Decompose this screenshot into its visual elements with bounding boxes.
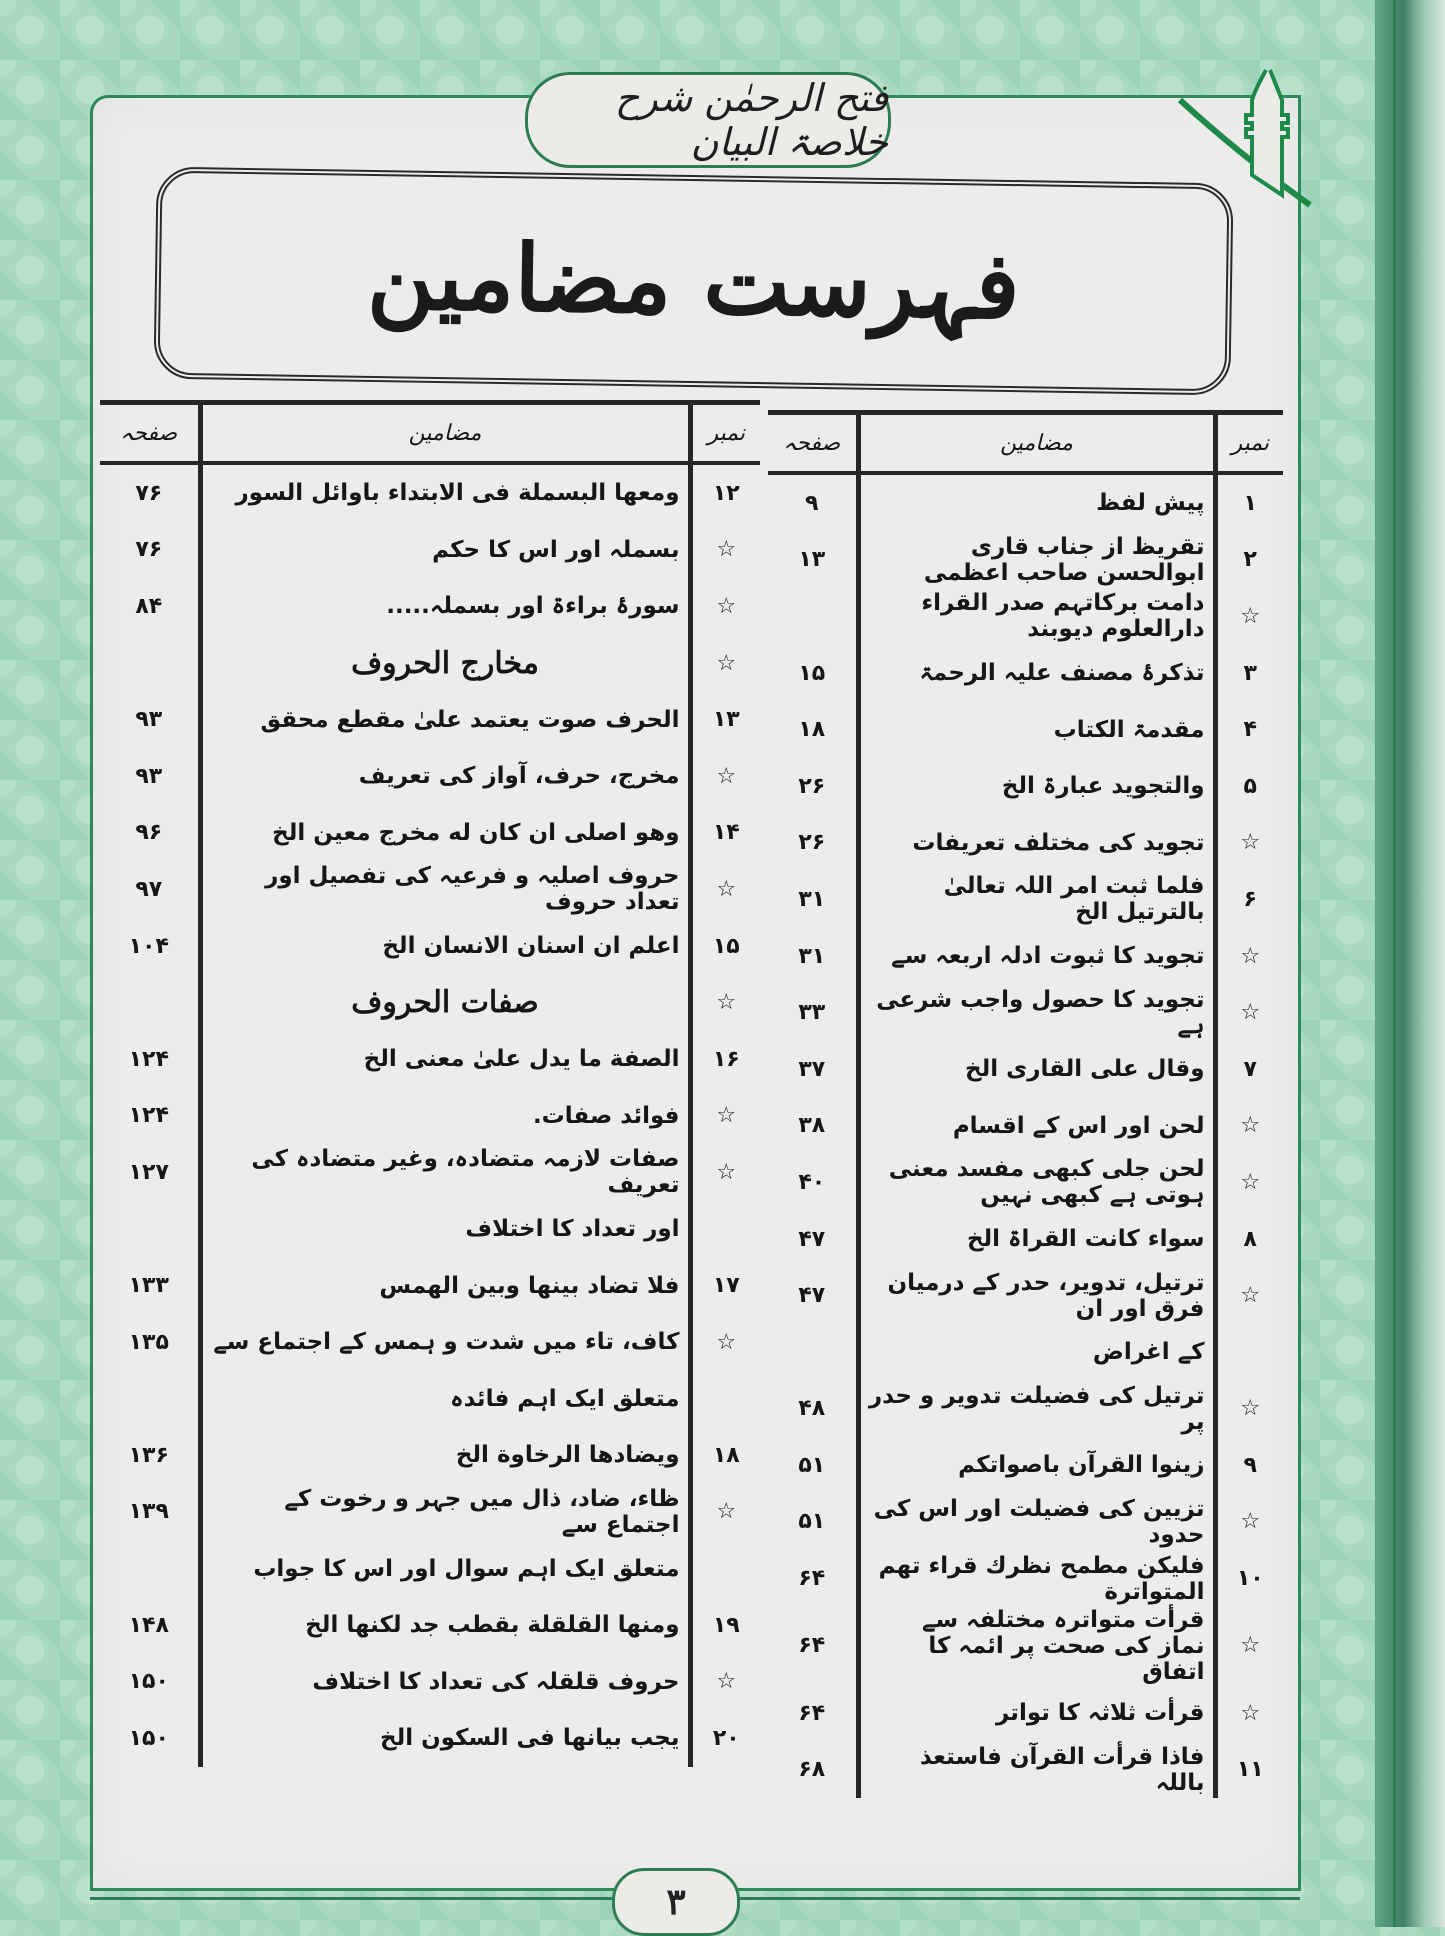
table-header-row	[768, 413, 1283, 474]
table-row	[100, 1653, 760, 1710]
table-row	[768, 984, 1283, 1041]
star-icon: ☆	[1215, 588, 1283, 645]
table-row	[768, 701, 1283, 758]
row-page: ۱۳۶	[128, 1442, 169, 1468]
row-topic: تجوید کا حصول واجب شرعی ہے	[858, 984, 1215, 1041]
row-topic: ویضادها الرخاوة الخ	[200, 1427, 690, 1484]
table-row	[100, 1427, 760, 1484]
table-row	[768, 1041, 1283, 1098]
row-topic: فاذا قرأت القرآن فاستعذ باللہ	[858, 1741, 1215, 1798]
star-icon: ☆	[1215, 1685, 1283, 1742]
star-icon: ☆	[690, 1484, 760, 1541]
row-page: ۶۴	[798, 1700, 826, 1726]
row-topic: حروف اصلیہ و فرعیہ کی تفصیل اور تعداد حروف	[200, 861, 690, 918]
title-box	[153, 167, 1233, 396]
row-topic: والتجوید عبارۃ الخ	[858, 758, 1215, 815]
table-row	[768, 1098, 1283, 1155]
column-header-page: صفحہ	[100, 403, 200, 464]
table-row	[100, 1031, 760, 1088]
row-page: ۱۳۳	[128, 1273, 169, 1299]
table-row	[768, 645, 1283, 702]
star-icon: ☆	[690, 974, 760, 1031]
row-topic: تذکرۂ مصنف علیہ الرحمۃ	[858, 645, 1215, 702]
star-icon: ☆	[1215, 1154, 1283, 1211]
row-number: ۱۲	[690, 463, 760, 522]
table-row	[100, 1144, 760, 1201]
row-topic: وهو اصلی ان کان له مخرج معین الخ	[200, 805, 690, 862]
star-icon: ☆	[1215, 815, 1283, 872]
table-row	[100, 463, 760, 522]
column-header-number: نمبر	[690, 403, 760, 464]
row-topic: اور تعداد کا اختلاف	[200, 1201, 690, 1258]
row-page: ۸۴	[135, 593, 163, 619]
row-page: ۹۳	[135, 763, 163, 789]
row-topic: حروف قلقلہ کی تعداد کا اختلاف	[200, 1653, 690, 1710]
table-row	[768, 532, 1283, 589]
row-page: ۳۱	[798, 886, 826, 912]
row-page: ۶۸	[798, 1757, 826, 1783]
row-page: ۳۷	[798, 1056, 826, 1082]
row-page: ۵۱	[798, 1452, 826, 1478]
row-page: ۱۴۸	[128, 1612, 169, 1638]
row-number: ۲	[1215, 532, 1283, 589]
row-page: ۱۵۰	[128, 1669, 169, 1695]
row-topic: مقدمۃ الکتاب	[858, 701, 1215, 758]
adjacent-page-edge	[1375, 0, 1445, 1927]
page-number-badge	[612, 1868, 740, 1936]
row-topic: سواء کانت القراۃ الخ	[858, 1211, 1215, 1268]
row-topic: ومعها البسملة فی الابتداء باوائل السور	[200, 463, 690, 522]
column-header-topics: مضامین	[858, 413, 1215, 474]
table-row	[100, 1597, 760, 1654]
star-icon: ☆	[1215, 928, 1283, 985]
star-icon: ☆	[690, 635, 760, 692]
row-number: ۸	[1215, 1211, 1283, 1268]
row-page: ۶۴	[798, 1633, 826, 1659]
table-row	[100, 861, 760, 918]
row-page: ۲۶	[798, 773, 826, 799]
table-row	[100, 1088, 760, 1145]
column-header-page: صفحہ	[768, 413, 858, 474]
row-page: ۹۶	[135, 820, 163, 846]
table-row	[100, 578, 760, 635]
toc-table-left	[100, 400, 760, 1767]
table-row	[768, 1154, 1283, 1211]
row-page	[768, 1324, 858, 1381]
section-heading: صفات الحروف	[200, 974, 690, 1031]
row-topic: قرأت ثلاثہ کا تواتر	[858, 1685, 1215, 1742]
row-page: ۹۳	[135, 707, 163, 733]
row-page: ۱۸	[798, 717, 826, 743]
table-row	[100, 1257, 760, 1314]
star-icon: ☆	[1215, 1494, 1283, 1551]
row-topic: دامت برکاتہم صدر القراء دارالعلوم دیوبند	[858, 588, 1215, 645]
row-page	[100, 1371, 200, 1428]
table-row	[768, 1607, 1283, 1685]
book-header	[525, 72, 891, 168]
table-row	[100, 691, 760, 748]
row-topic: کاف، تاء میں شدت و ہمس کے اجتماع سے	[200, 1314, 690, 1371]
row-number: ۳	[1215, 645, 1283, 702]
row-number: ۲۰	[690, 1710, 760, 1767]
row-topic: تجوید کا ثبوت ادلہ اربعہ سے	[858, 928, 1215, 985]
star-icon: ☆	[690, 1653, 760, 1710]
table-row	[768, 1550, 1283, 1607]
table-row	[100, 522, 760, 579]
section-heading: مخارج الحروف	[200, 635, 690, 692]
row-topic: متعلق ایک اہم فائدہ	[200, 1371, 690, 1428]
row-page: ۱۲۴	[128, 1046, 169, 1072]
row-page: ۷۶	[135, 537, 163, 563]
row-page: ۱۳۹	[128, 1499, 169, 1525]
table-row	[100, 918, 760, 975]
table-row	[768, 1494, 1283, 1551]
star-icon: ☆	[1215, 1607, 1283, 1685]
row-page	[100, 1540, 200, 1597]
row-topic: فلا تضاد بینها وبین الهمس	[200, 1257, 690, 1314]
row-number: ۱۳	[690, 691, 760, 748]
row-topic: ترتیل، تدویر، حدر کے درمیان فرق اور ان	[858, 1267, 1215, 1324]
table-row	[768, 473, 1283, 532]
row-number: ۹	[1215, 1437, 1283, 1494]
table-row	[768, 1437, 1283, 1494]
toc-table-right	[768, 410, 1283, 1798]
row-page: ۱۲۷	[128, 1159, 169, 1185]
table-row	[768, 928, 1283, 985]
row-topic: پیش لفظ	[858, 473, 1215, 532]
table-row	[768, 871, 1283, 928]
row-topic: فوائد صفات.	[200, 1088, 690, 1145]
row-number: ۱۹	[690, 1597, 760, 1654]
row-page	[100, 974, 200, 1031]
book-header-text: فتح الرحمٰن شرح خلاصۃ البیان	[614, 76, 888, 164]
table-row	[768, 1324, 1283, 1381]
table-row	[100, 1540, 760, 1597]
star-icon: ☆	[690, 578, 760, 635]
row-topic: فلما ثبت امر اللہ تعالیٰ بالترتیل الخ	[858, 871, 1215, 928]
row-page: ۴۰	[798, 1169, 826, 1195]
row-page: ۱۳	[798, 547, 826, 573]
table-row	[768, 1381, 1283, 1438]
row-topic: سورۂ براءۃ اور بسملہ.....	[200, 578, 690, 635]
table-row	[768, 1685, 1283, 1742]
row-page: ۴۸	[798, 1396, 826, 1422]
row-number: ۶	[1215, 871, 1283, 928]
table-row	[100, 1314, 760, 1371]
row-number	[690, 1371, 760, 1428]
table-row	[100, 805, 760, 862]
row-number: ۱۷	[690, 1257, 760, 1314]
row-topic: صفات لازمہ متضادہ، وغیر متضادہ کی تعریف	[200, 1144, 690, 1201]
row-page: ۱۳۵	[128, 1329, 169, 1355]
star-icon: ☆	[1215, 1267, 1283, 1324]
row-topic: لحن جلی کبھی مفسد معنی ہوتی ہے کبھی نہیں	[858, 1154, 1215, 1211]
row-page: ۲۶	[798, 830, 826, 856]
table-row	[768, 1267, 1283, 1324]
row-page	[768, 588, 858, 645]
table-row	[100, 1484, 760, 1541]
star-icon: ☆	[1215, 1381, 1283, 1438]
row-topic: قرأت متواترہ مختلفہ سے نماز کی صحت پر ائمہ کا اتفاق	[858, 1607, 1215, 1685]
row-page: ۹	[805, 490, 819, 516]
table-row	[100, 974, 760, 1031]
row-topic: الصفة ما یدل علیٰ معنی الخ	[200, 1031, 690, 1088]
row-page: ۴۷	[798, 1226, 826, 1252]
row-page: ۱۵	[798, 660, 826, 686]
row-number: ۷	[1215, 1041, 1283, 1098]
table-row	[768, 588, 1283, 645]
table-row	[768, 1741, 1283, 1798]
table-row	[100, 1201, 760, 1258]
table-row	[100, 635, 760, 692]
table-row	[100, 748, 760, 805]
star-icon: ☆	[690, 1088, 760, 1145]
page-number: ۳	[666, 1881, 686, 1923]
row-topic: مخرج، حرف، آواز کی تعریف	[200, 748, 690, 805]
row-number: ۱۰	[1215, 1550, 1283, 1607]
row-topic: الحرف صوت یعتمد علیٰ مقطع محقق	[200, 691, 690, 748]
row-topic: ظاء، ضاد، ذال میں جہر و رخوت کے اجتماع سے	[200, 1484, 690, 1541]
row-topic: تجوید کی مختلف تعریفات	[858, 815, 1215, 872]
row-number: ۱۱	[1215, 1741, 1283, 1798]
row-number: ۱۸	[690, 1427, 760, 1484]
row-topic: بسملہ اور اس کا حکم	[200, 522, 690, 579]
row-topic: یجب بیانها فی السکون الخ	[200, 1710, 690, 1767]
row-number: ۴	[1215, 701, 1283, 758]
row-page: ۴۷	[798, 1283, 826, 1309]
table-row	[100, 1371, 760, 1428]
star-icon: ☆	[690, 1144, 760, 1201]
table-row	[100, 1710, 760, 1767]
row-topic: تزیین کی فضیلت اور اس کی حدود	[858, 1494, 1215, 1551]
table-row	[768, 1211, 1283, 1268]
row-page: ۷۶	[135, 480, 163, 506]
row-topic: کے اغراض	[858, 1324, 1215, 1381]
row-number: ۱۶	[690, 1031, 760, 1088]
row-topic: وقال علی القاری الخ	[858, 1041, 1215, 1098]
row-page: ۹۷	[135, 876, 163, 902]
star-icon: ☆	[1215, 1098, 1283, 1155]
row-number	[690, 1540, 760, 1597]
row-page: ۳۳	[798, 1000, 826, 1026]
table-header-row	[100, 403, 760, 464]
row-page: ۳۸	[798, 1113, 826, 1139]
star-icon: ☆	[690, 522, 760, 579]
row-page: ۱۰۴	[128, 933, 169, 959]
row-number	[690, 1201, 760, 1258]
star-icon: ☆	[1215, 984, 1283, 1041]
row-page: ۱۵۰	[128, 1725, 169, 1751]
table-row	[768, 815, 1283, 872]
row-topic: متعلق ایک اہم سوال اور اس کا جواب	[200, 1540, 690, 1597]
row-number	[1215, 1324, 1283, 1381]
row-number: ۱۴	[690, 805, 760, 862]
row-topic: ترتیل کی فضیلت تدویر و حدر پر	[858, 1381, 1215, 1438]
page-title: فہرست مضامین	[366, 221, 1021, 341]
row-topic: لحن اور اس کے اقسام	[858, 1098, 1215, 1155]
row-page: ۶۴	[798, 1566, 826, 1592]
column-header-number: نمبر	[1215, 413, 1283, 474]
row-page	[100, 1201, 200, 1258]
star-icon: ☆	[690, 748, 760, 805]
row-number: ۱۵	[690, 918, 760, 975]
row-page: ۵۱	[798, 1509, 826, 1535]
row-number: ۵	[1215, 758, 1283, 815]
row-topic: ومنها القلقلة بقطب جد لکنها الخ	[200, 1597, 690, 1654]
row-topic: تقریظ از جناب قاری ابوالحسن صاحب اعظمی	[858, 532, 1215, 589]
row-page: ۱۲۴	[128, 1103, 169, 1129]
row-page	[100, 635, 200, 692]
star-icon: ☆	[690, 861, 760, 918]
row-topic: فلیکن مطمح نظرك قراء تهم المتواترة	[858, 1550, 1215, 1607]
row-number: ۱	[1215, 473, 1283, 532]
row-page: ۳۱	[798, 943, 826, 969]
column-header-topics: مضامین	[200, 403, 690, 464]
star-icon: ☆	[690, 1314, 760, 1371]
row-topic: اعلم ان اسنان الانسان الخ	[200, 918, 690, 975]
table-row	[768, 758, 1283, 815]
row-topic: زینوا القرآن باصواتکم	[858, 1437, 1215, 1494]
